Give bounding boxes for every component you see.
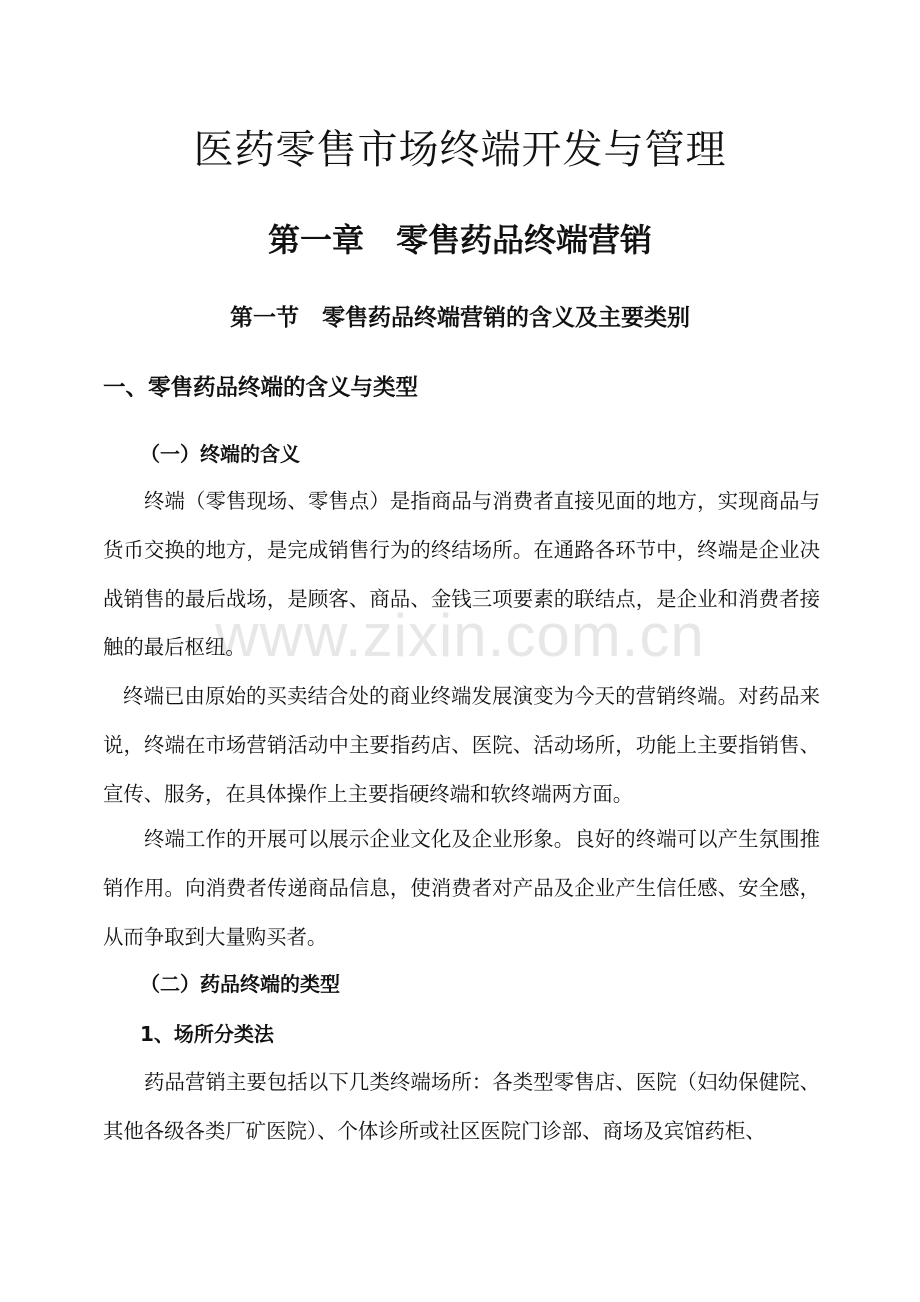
- section-title: 第一节 零售药品终端营销的含义及主要类别: [230, 305, 690, 331]
- body-paragraph: 终端工作的开展可以展示企业文化及企业形象。良好的终端可以产生氛围推销作用。向消费者传递商品信息，使消费者对产品及企业产生信任感、安全感，从而争取到大量购买者。: [103, 827, 820, 949]
- body-paragraph: 药品营销主要包括以下几类终端场所：各类型零售店、医院（妇幼保健院、其他各级各类厂矿医院）、个体诊所或社区医院门诊部、商场及宾馆药柜、: [103, 1070, 820, 1143]
- heading-level-1: 一、零售药品终端的含义与类型: [103, 375, 419, 401]
- sub-heading-terminal-meaning: （一）终端的含义: [140, 442, 300, 466]
- body-paragraph: 终端已由原始的买卖结合处的商业终端发展演变为今天的营销终端。对药品来说，终端在市场营销活动中主要指药店、医院、活动场所，功能上主要指销售、宣传、服务，在具体操作上主要指硬终端和软终端两方面。: [103, 684, 820, 806]
- document-title: 医药零售市场终端开发与管理: [193, 127, 727, 173]
- watermark: www.zixin.com.cn: [215, 602, 705, 669]
- chapter-title: 第一章 零售药品终端营销: [267, 221, 652, 259]
- sub-heading-venue-classification: 1、场所分类法: [140, 1022, 274, 1046]
- sub-heading-terminal-types: （二）药品终端的类型: [140, 972, 340, 996]
- body-paragraph: 终端（零售现场、零售点）是指商品与消费者直接见面的地方，实现商品与货币交换的地方，是完成销售行为的终结场所。在通路各环节中，终端是企业决战销售的最后战场，是顾客、商品、金钱三项要素的联结点，是企业和消费者接触的最后枢纽。: [103, 489, 820, 660]
